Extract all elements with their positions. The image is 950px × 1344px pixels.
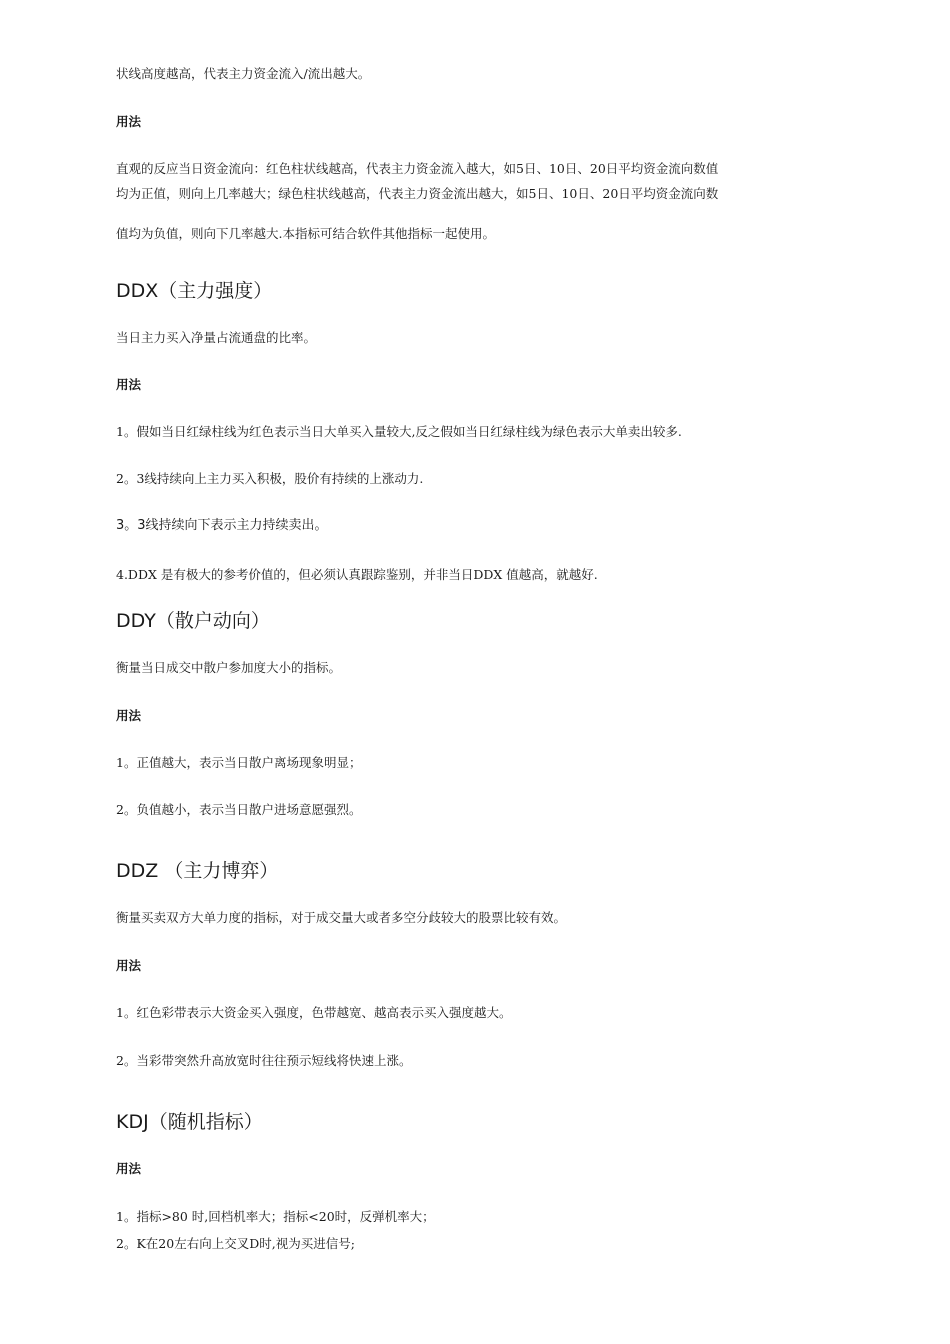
usage-heading: 用法 <box>116 377 142 392</box>
list-item: 3。3线持续向下表示主力持续卖出。 <box>116 518 328 533</box>
list-item: 2。负值越小，表示当日散户进场意愿强烈。 <box>116 802 362 817</box>
section-description: 衡量买卖双方大单力度的指标，对于成交量大或者多空分歧较大的股票比较有效。 <box>116 910 567 925</box>
list-item: 4.DDX 是有极大的参考价值的，但必须认真跟踪鉴别，并非当日DDX 值越高，就越好. <box>116 567 598 582</box>
section-description: 当日主力买入净量占流通盘的比率。 <box>116 330 317 345</box>
list-item: 1。假如当日红绿柱线为红色表示当日大单买入量较大,反之假如当日红绿柱线为绿色表示大单卖出较多. <box>116 424 682 439</box>
section-heading-ddy: DDY（散户动向） <box>116 610 270 632</box>
usage-line: 直观的反应当日资金流向：红色柱状线越高，代表主力资金流入越大，如5日、10日、20日平均资金流向数值 <box>116 161 719 176</box>
list-item: 1。红色彩带表示大资金买入强度，色带越宽、越高表示买入强度越大。 <box>116 1005 512 1020</box>
section-description: 衡量当日成交中散户参加度大小的指标。 <box>116 660 342 675</box>
section-heading-ddx: DDX（主力强度） <box>116 280 273 302</box>
intro-line: 状线高度越高，代表主力资金流入/流出越大。 <box>116 66 371 81</box>
list-item: 2。当彩带突然升高放宽时往往预示短线将快速上涨。 <box>116 1053 412 1068</box>
usage-heading: 用法 <box>116 1161 142 1176</box>
list-item: 2。K在20左右向上交叉D时,视为买进信号; <box>116 1236 355 1251</box>
usage-heading: 用法 <box>116 958 142 973</box>
usage-line: 值均为负值，则向下几率越大.本指标可结合软件其他指标一起使用。 <box>116 226 495 241</box>
usage-line: 均为正值，则向上几率越大；绿色柱状线越高，代表主力资金流出越大，如5日、10日、20日平均资金流向数 <box>116 186 719 201</box>
section-heading-kdj: KDJ（随机指标） <box>116 1111 263 1133</box>
list-item: 1。指标>80 时,回档机率大；指标<20时，反弹机率大； <box>116 1209 435 1224</box>
list-item: 2。3线持续向上主力买入积极，股价有持续的上涨动力. <box>116 471 424 486</box>
usage-heading: 用法 <box>116 114 142 129</box>
usage-heading: 用法 <box>116 708 142 723</box>
list-item: 1。正值越大，表示当日散户离场现象明显； <box>116 755 362 770</box>
section-heading-ddz: DDZ （主力博弈） <box>116 860 279 882</box>
